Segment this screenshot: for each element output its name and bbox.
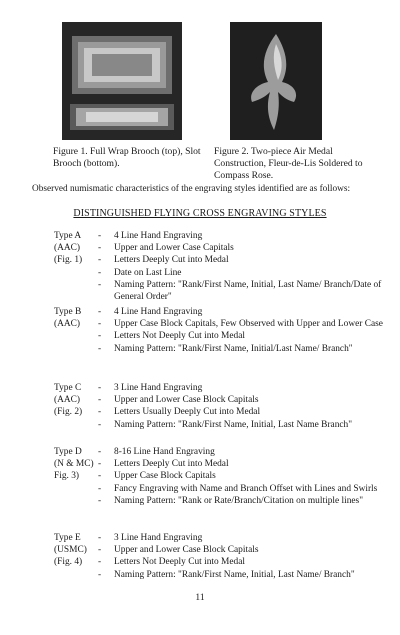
figure-ref: (Fig. 1) (54, 255, 83, 266)
list-item: - 4 Line Hand Engraving (98, 231, 203, 241)
list-item: - Date on Last Line (98, 267, 182, 278)
intro-paragraph: Observed numismatic characteristics of the engraving styles identified are as follows: (32, 184, 351, 194)
branch-label: (N & MC) (54, 459, 94, 470)
section-heading: DISTINGUISHED FLYING CROSS ENGRAVING STYLES (73, 208, 327, 219)
list-item: - Naming Pattern: "Rank/First Name, Initial, Last Name/ Branch/Date of General Order" (98, 279, 382, 303)
list-item: - Naming Pattern: "Rank or Rate/Branch/Citation on multiple lines" (98, 495, 364, 506)
list-item: - Naming Pattern: "Rank/First Name, Initial/Last Name/ Branch" (98, 343, 353, 354)
figure-1-caption: Figure 1. Full Wrap Brooch (top), Slot Brooch (bottom). (53, 146, 201, 169)
figure-2-photo (230, 22, 322, 140)
type-label: Type A (54, 231, 82, 241)
list-item: - Fancy Engraving with Name and Branch Offset with Lines and Swirls (98, 483, 378, 494)
figure-2-caption: Figure 2. Two-piece Air Medal Construction, Fleur-de-Lis Soldered to Compass Rose. (214, 146, 363, 181)
list-item: - Letters Usually Deeply Cut into Medal (98, 407, 261, 418)
type-label: Type E (54, 533, 81, 543)
list-item: - Upper and Lower Case Block Capitals (98, 395, 259, 406)
branch-label: (AAC) (54, 319, 81, 330)
type-label: Type B (54, 307, 82, 317)
figure-ref: Fig. 3) (54, 471, 80, 482)
list-item: - Letters Deeply Cut into Medal (98, 255, 229, 266)
page-number: 11 (195, 593, 205, 603)
list-item: - Upper Case Block Capitals (98, 471, 216, 482)
list-item: - Upper Case Block Capitals, Few Observed with Upper and Lower Case (98, 319, 383, 330)
figure-ref: (Fig. 4) (54, 557, 83, 568)
list-item: - 8-16 Line Hand Engraving (98, 447, 215, 457)
list-item: - 4 Line Hand Engraving (98, 307, 203, 317)
list-item: - Naming Pattern: "Rank/First Name, Initial, Last Name/ Branch" (98, 569, 355, 580)
list-item: - Letters Deeply Cut into Medal (98, 459, 229, 470)
figure-ref: (Fig. 2) (54, 407, 83, 418)
figure-1-photo (62, 22, 182, 140)
type-label: Type C (54, 383, 82, 393)
branch-label: (AAC) (54, 243, 81, 254)
list-item: - Naming Pattern: "Rank/First Name, Initial, Last Name Branch" (98, 419, 353, 430)
type-label: Type D (54, 447, 82, 457)
list-item: - Upper and Lower Case Capitals (98, 243, 234, 254)
list-item: - Letters Not Deeply Cut into Medal (98, 557, 245, 568)
list-item: - 3 Line Hand Engraving (98, 533, 203, 543)
list-item: - 3 Line Hand Engraving (98, 383, 203, 393)
branch-label: (AAC) (54, 395, 81, 406)
branch-label: (USMC) (54, 545, 87, 556)
list-item: - Letters Not Deeply Cut into Medal (98, 331, 245, 342)
list-item: - Upper and Lower Case Block Capitals (98, 545, 259, 556)
